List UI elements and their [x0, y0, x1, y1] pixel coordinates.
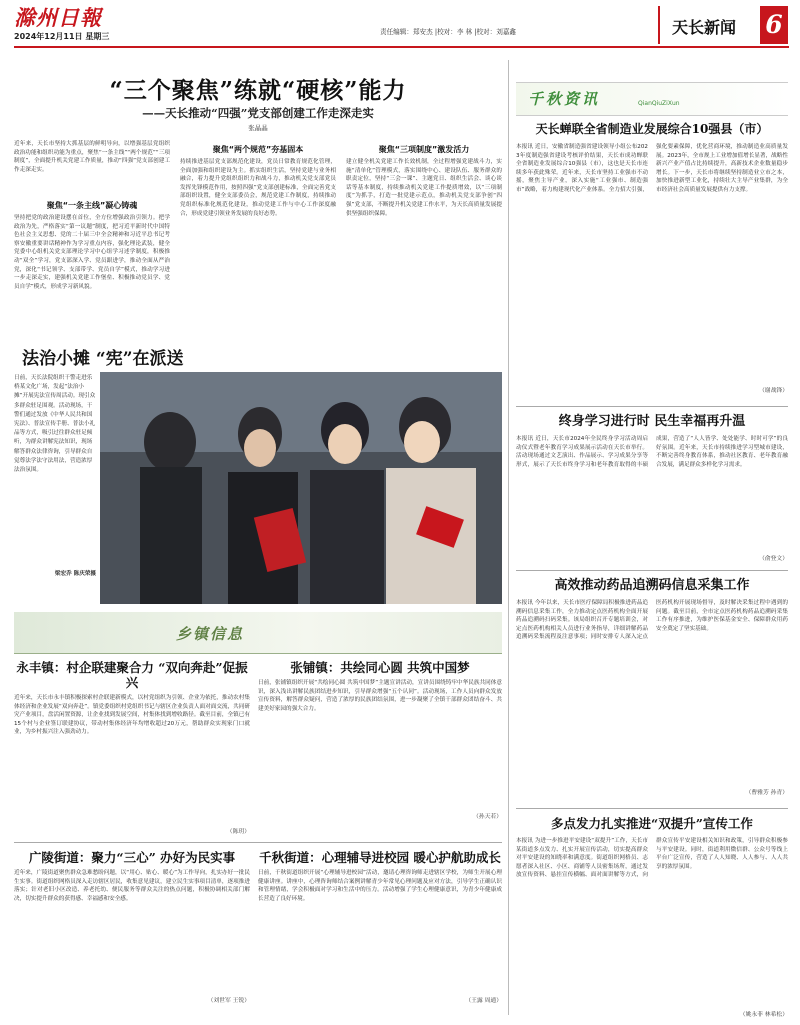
column-divider	[508, 60, 509, 1015]
story-text-yongfeng: 近年来，天长市永丰镇积极探索村企联建新模式，以村党组织为引领、企业为依托，推动农村集体经济和企业发展“双向奔赴”。镇党委组织村党组织书记与辖区企业负责人面对面交流，共同研究产业项目，盘活闲置资源，让企业找到发展空间，村集体找到增收路径。截至目前，全镇已有15个村与企业签订联建协议，带动村集体经济年均增收超过20万元，帮助群众实现家门口就业，为乡村振兴注入强劲动力。	[14, 695, 250, 736]
story-signature-manufacturing: （谢战锋）	[759, 388, 788, 394]
newspaper-logo: 滁州日報	[14, 5, 102, 30]
story-text-lifelong-learning: 本报讯 近日，天长市2024年全民终身学习活动周启动仪式暨老年教育学习成果展示活动在天长市举行。活动现场通过文艺演出、作品展示、学习成果分享等形式，展示了天长市终身学习和老年教育取得的丰硕成果，营造了“人人皆学、处处能学、时时可学”的良好氛围。近年来，天长市持续推进学习型城市建设，不断完善终身教育体系，推动社区教育、老年教育融合发展，满足群众多样化学习需求。	[516, 436, 788, 468]
story-title-guangling: 广陵街道：聚力“三心” 办好为民实事	[28, 850, 236, 865]
village-news-banner	[14, 612, 502, 654]
page-number: 6	[760, 6, 788, 44]
village-story-yongfeng	[14, 660, 250, 838]
story-divider	[516, 808, 788, 809]
story-title-yongfeng: 永丰镇：村企联建聚合力 “双向奔赴”促振兴	[16, 660, 248, 690]
section-header	[658, 6, 788, 44]
story-text-drug-tracing: 本报讯 今年以来，天长市医疗保障局积极推进药品追溯码信息采集工作，全力推动定点医药机构全面开展药品追溯码扫码采集。该局组织召开专题培训会，对定点医药机构相关人员进行业务指导，详细讲解药品追溯码采集流程及注意事项；同时安排专人深入定点医药机构开展现场督导，及时解决采集过程中遇到的问题。截至目前，全市定点医药机构药品追溯码采集工作有序推进，为维护医保基金安全、保障群众用药安全奠定了坚实基础。	[516, 600, 788, 641]
photo-caption	[14, 374, 96, 594]
story-signature-zhangpu: （孙天若）	[473, 814, 502, 820]
header-rule	[14, 46, 789, 48]
masthead	[14, 6, 194, 46]
story-text-guangling: 近年来，广陵街道聚焦群众急难愁盼问题，以“用心、贴心、暖心”为工作导向，扎实办好一批民生实事。街道组织网格员深入走访辖区居民，收集意见建议，建立民生实事项目清单，逐项推进落实；针对老旧小区改造、养老托幼、便民服务等群众关注的热点问题，积极协调相关部门解决，切实提升群众的获得感、幸福感和安全感。	[14, 870, 250, 902]
story-text-zhangpu: 日前，张铺镇组织开展“共绘同心圆 共筑中国梦”主题宣讲活动，宣讲员围绕铸牢中华民族共同体意识，深入浅出讲解民族团结进步知识，引导群众增强“五个认同”。活动现场，工作人员向群众发放宣传资料，解答群众疑问，营造了浓厚的民族团结氛围，进一步凝聚了全镇干部群众团结奋斗、共建美好家园的强大合力。	[258, 680, 502, 712]
right-story-drug-tracing	[516, 578, 788, 802]
story-signature-yongfeng: （陈玥）	[226, 829, 250, 835]
lead-paragraph-2: 持续推进基层党支部规范化建设，党员日常教育规范化管理，全面加强和组织建设为主。抓实组织生活，坚持党建与业务相融合，着力提升党组织组织力和战斗力，推动机关党支部党员发挥先锋模范作用，按照四强”党支部创建标准，全面完善党支部组织设置，健全支部委员会，规范党建工作制度，持续推动党组织标准化规范化建设，推动党建工作与中心工作深度融合，形成党建引领业务发展的良好态势。	[180, 159, 336, 217]
right-story-manufacturing	[516, 122, 788, 400]
story-signature-lifelong-learning: （俞登文）	[759, 556, 788, 562]
story-divider	[14, 842, 502, 843]
story-text-manufacturing: 本报讯 近日，安徽省制造强省建设领导小组公布2023年度制造强省建设考核评价结果，天长市成功蝉联全省制造业发展综合10强县（市），这也是天长市连续多年获此殊荣。近年来，天长市坚持工业强市不动摇，聚焦主导产业，深入实施“工业强市、制造强市”战略，着力构建现代化产业体系。全力招大引强，强化要素保障，优化营商环境，推动制造业高质量发展。2023年，全市规上工业增加值增长显著，战略性新兴产业产值占比持续提升，高新技术企业数量稳步增长。下一步，天长市将继续坚持制造业立市之本，加快推进新型工业化，持续壮大主导产业集群，为全市经济社会高质量发展提供有力支撑。	[516, 144, 788, 193]
qianqiu-news-pinyin: QianQiuZiXun	[638, 100, 680, 107]
issue-date: 2024年12月11日 星期三	[14, 32, 110, 41]
lead-column-1	[14, 140, 170, 336]
village-story-qianqiu	[258, 850, 502, 1018]
qianqiu-news-banner	[516, 82, 788, 116]
photo-headline: 法治小摊 “宪”在派送	[22, 349, 184, 369]
story-signature-double-improvement: （姚永菲 林希松）	[739, 1012, 788, 1018]
lead-intro: 近年来，天长市坚持大抓基层的鲜明导向，以增强基层党组织政治功能和组织功能为重点，聚焦“一条主线”“两个规范”“三项制度”，全面提升机关党建工作质量，推动“四强”党支部创建工作走深走实。	[14, 141, 170, 173]
story-signature-drug-tracing: （曹雅芳 孙青）	[745, 790, 788, 796]
story-title-drug-tracing: 高效推动药品追溯码信息采集工作	[554, 578, 750, 593]
news-photo	[100, 372, 502, 604]
photo-caption-text: 日前，天长法院组织干警走进乐桥某文化广场，发起“法治小摊”开展宪法宣传周活动。现引众多群众驻足围观。活动现场，干警们通过发放《中华人民共和国宪法》、普法宣传手册、普法小礼品等方式，吸引过往群众驻足倾听，为群众讲解宪法知识，现场解答群众法律咨询，引导群众自觉尊法学法守法用法，营造浓厚法治氛围。	[14, 375, 96, 474]
right-story-lifelong-learning	[516, 414, 788, 564]
photo-illustration	[100, 372, 502, 604]
lead-subheadline: ——天长推动“四强”党支部创建工作走深走实	[142, 106, 374, 120]
editor-credits: 责任编辑：郑安杰 |校对：李 林 |校对：刘嘉鑫	[380, 28, 517, 36]
story-text-double-improvement: 本报讯 为进一步推进平安建设“双提升”工作，天长市某街道多点发力、扎实开展宣传活动，切实提高群众对平安建设的知晓率和满意度。街道组织网格员、志愿者深入社区、小区、商铺等人员密集场所，通过发放宣传资料、悬挂宣传横幅、面对面讲解等方式，向群众宣传平安建设相关知识和政策，引导群众积极参与平安建设。同时，街道利用微信群、公众号等线上平台广泛宣传，营造了人人知晓、人人参与、人人共享的浓厚氛围。	[516, 838, 788, 879]
village-story-zhangpu	[258, 660, 502, 838]
story-title-double-improvement: 多点发力扎实推进“双提升”宣传工作	[551, 816, 753, 831]
story-text-qianqiu: 日前，千秋街道组织开展“心理辅导进校园”活动，邀请心理咨询师走进辖区学校，为师生开展心理健康讲座。讲座中，心理咨询师结合案例讲解青少年常见心理问题及应对方法，引导学生正确认识和管理情绪，学会积极面对学习和生活中的压力。活动增强了学生心理健康意识，为青少年健康成长营造了良好环境。	[258, 870, 502, 902]
story-signature-guangling: （刘世军 王锐）	[207, 998, 250, 1004]
story-title-zhangpu: 张铺镇：共绘同心圆 共筑中国梦	[290, 660, 470, 675]
lead-subhead-3: 聚焦“三项制度”激发活力	[378, 145, 470, 154]
village-news-label: 乡镇信息	[176, 625, 245, 643]
lead-column-2	[180, 140, 336, 336]
lead-byline: 张晶晶	[248, 124, 268, 132]
lead-paragraph-3: 建立健全机关党建工作长效机制，全过程增强党建战斗力，实施“清单化”管理模式，落实围绕中心、建设队伍、服务群众的职责定位，坚持“三会一课”、主题党日、组织生活会、谈心谈话等基本制度，持续推动机关党建工作提质增效，以“三项制度”为抓手，打造一批党建示范点，推动机关党支部争创“四强”党支部，不断提升机关党建工作水平，为天长高质量发展提供坚强组织保障。	[346, 159, 502, 217]
qianqiu-news-label: 千秋资讯	[528, 90, 601, 108]
story-title-lifelong-learning: 终身学习进行时 民生幸福再升温	[558, 414, 746, 429]
lead-headline: “三个聚焦”练就“硬核”能力	[109, 77, 407, 104]
story-signature-qianqiu: （王露 周通）	[465, 998, 502, 1004]
village-story-guangling	[14, 850, 250, 1018]
story-divider	[516, 570, 788, 571]
lead-subhead-2: 聚焦“两个规范”夯基固本	[212, 145, 304, 154]
section-name: 天长新闻	[672, 18, 737, 37]
story-title-manufacturing: 天长蝉联全省制造业发展综合10强县（市）	[535, 122, 769, 136]
lead-paragraph-1: 坚持把党的政治建设摆在首位，全方位增强政治引领力。把学政治为先，严格落实“第一议题”制度，把习近平新时代中国特色社会主义思想、党的二十届三中全会精神和习近平总书记考察安徽重要讲话精神作为学习重点内容，强化理论武装，健全党委中心组机关党支部理论学习中心组学习述学制度，积极推动“双全”学习，党支部深入学、党员跟进学，推动全面从严治党，深化“书记领学、支部带学、党员自学”模式，推动学习进一步走深走实，建强机关党建工作堡垒、积极推动党员学、党员自学”模式，形成学习新风貌。	[14, 215, 170, 290]
story-divider	[516, 406, 788, 407]
right-story-double-improvement	[516, 816, 788, 1020]
photo-credit: 梁宏乔 陈庆荣摄	[54, 571, 96, 577]
lead-column-3	[346, 140, 502, 336]
lead-subhead-1: 聚焦“一条主线”凝心铸魂	[46, 201, 138, 210]
story-title-qianqiu: 千秋街道：心理辅导进校园 暖心护航助成长	[259, 850, 501, 865]
